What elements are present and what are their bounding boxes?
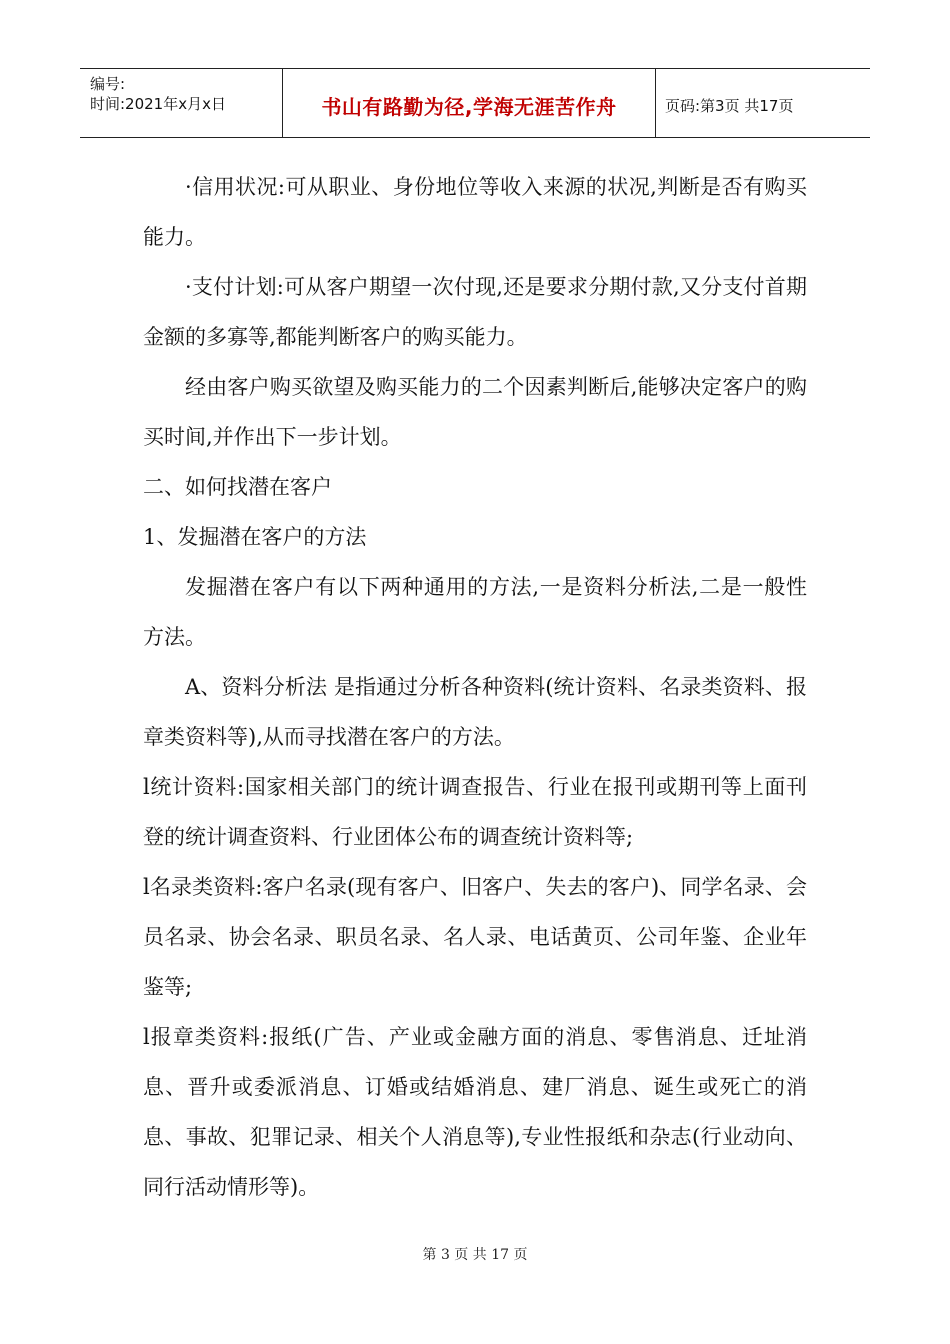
- header-page-cell: [655, 69, 870, 137]
- page-footer: 第 3 页 共 17 页: [422, 1247, 528, 1263]
- paragraph: A、资料分析法 是指通过分析各种资料(统计资料、名录类资料、报章类资料等),从而寻找潜在客户的方法。: [143, 675, 807, 749]
- paragraph: ·支付计划:可从客户期望一次付现,还是要求分期付款,又分支付首期金额的多寡等,都能判断客户的购买能力。: [143, 275, 807, 349]
- list-item: l统计资料:国家相关部门的统计调查报告、行业在报刊或期刊等上面刊登的统计调查资料、行业团体公布的调查统计资料等;: [143, 775, 807, 849]
- subsection-heading: 1、发掘潜在客户的方法: [143, 525, 367, 549]
- list-item: l名录类资料:客户名录(现有客户、旧客户、失去的客户)、同学名录、会员名录、协会名录、职员名录、名人录、电话黄页、公司年鉴、企业年鉴等;: [143, 875, 807, 999]
- document-number-label: 编号:: [90, 75, 126, 93]
- list-item: l报章类资料:报纸(广告、产业或金融方面的消息、零售消息、迁址消息、晋升或委派消息、订婚或结婚消息、建厂消息、诞生或死亡的消息、事故、犯罪记录、相关个人消息等),专业性报纸和杂志(行业动向、同行活动情形等)。: [143, 1025, 807, 1199]
- page-header: [80, 68, 870, 138]
- document-date: 时间:2021年x月x日: [90, 95, 226, 113]
- paragraph: 经由客户购买欲望及购买能力的二个因素判断后,能够决定客户的购买时间,并作出下一步计划。: [143, 375, 807, 449]
- header-meta: [80, 69, 282, 137]
- header-motto: 书山有路勤为径,学海无涯苦作舟: [321, 94, 617, 119]
- header-motto-cell: [282, 69, 656, 137]
- paragraph: ·信用状况:可从职业、身份地位等收入来源的状况,判断是否有购买能力。: [143, 175, 807, 249]
- document-body: [143, 162, 807, 1212]
- paragraph: 发掘潜在客户有以下两种通用的方法,一是资料分析法,二是一般性方法。: [143, 575, 807, 649]
- section-heading: 二、如何找潜在客户: [143, 475, 332, 499]
- header-page-info: 页码:第3页 共17页: [665, 96, 794, 115]
